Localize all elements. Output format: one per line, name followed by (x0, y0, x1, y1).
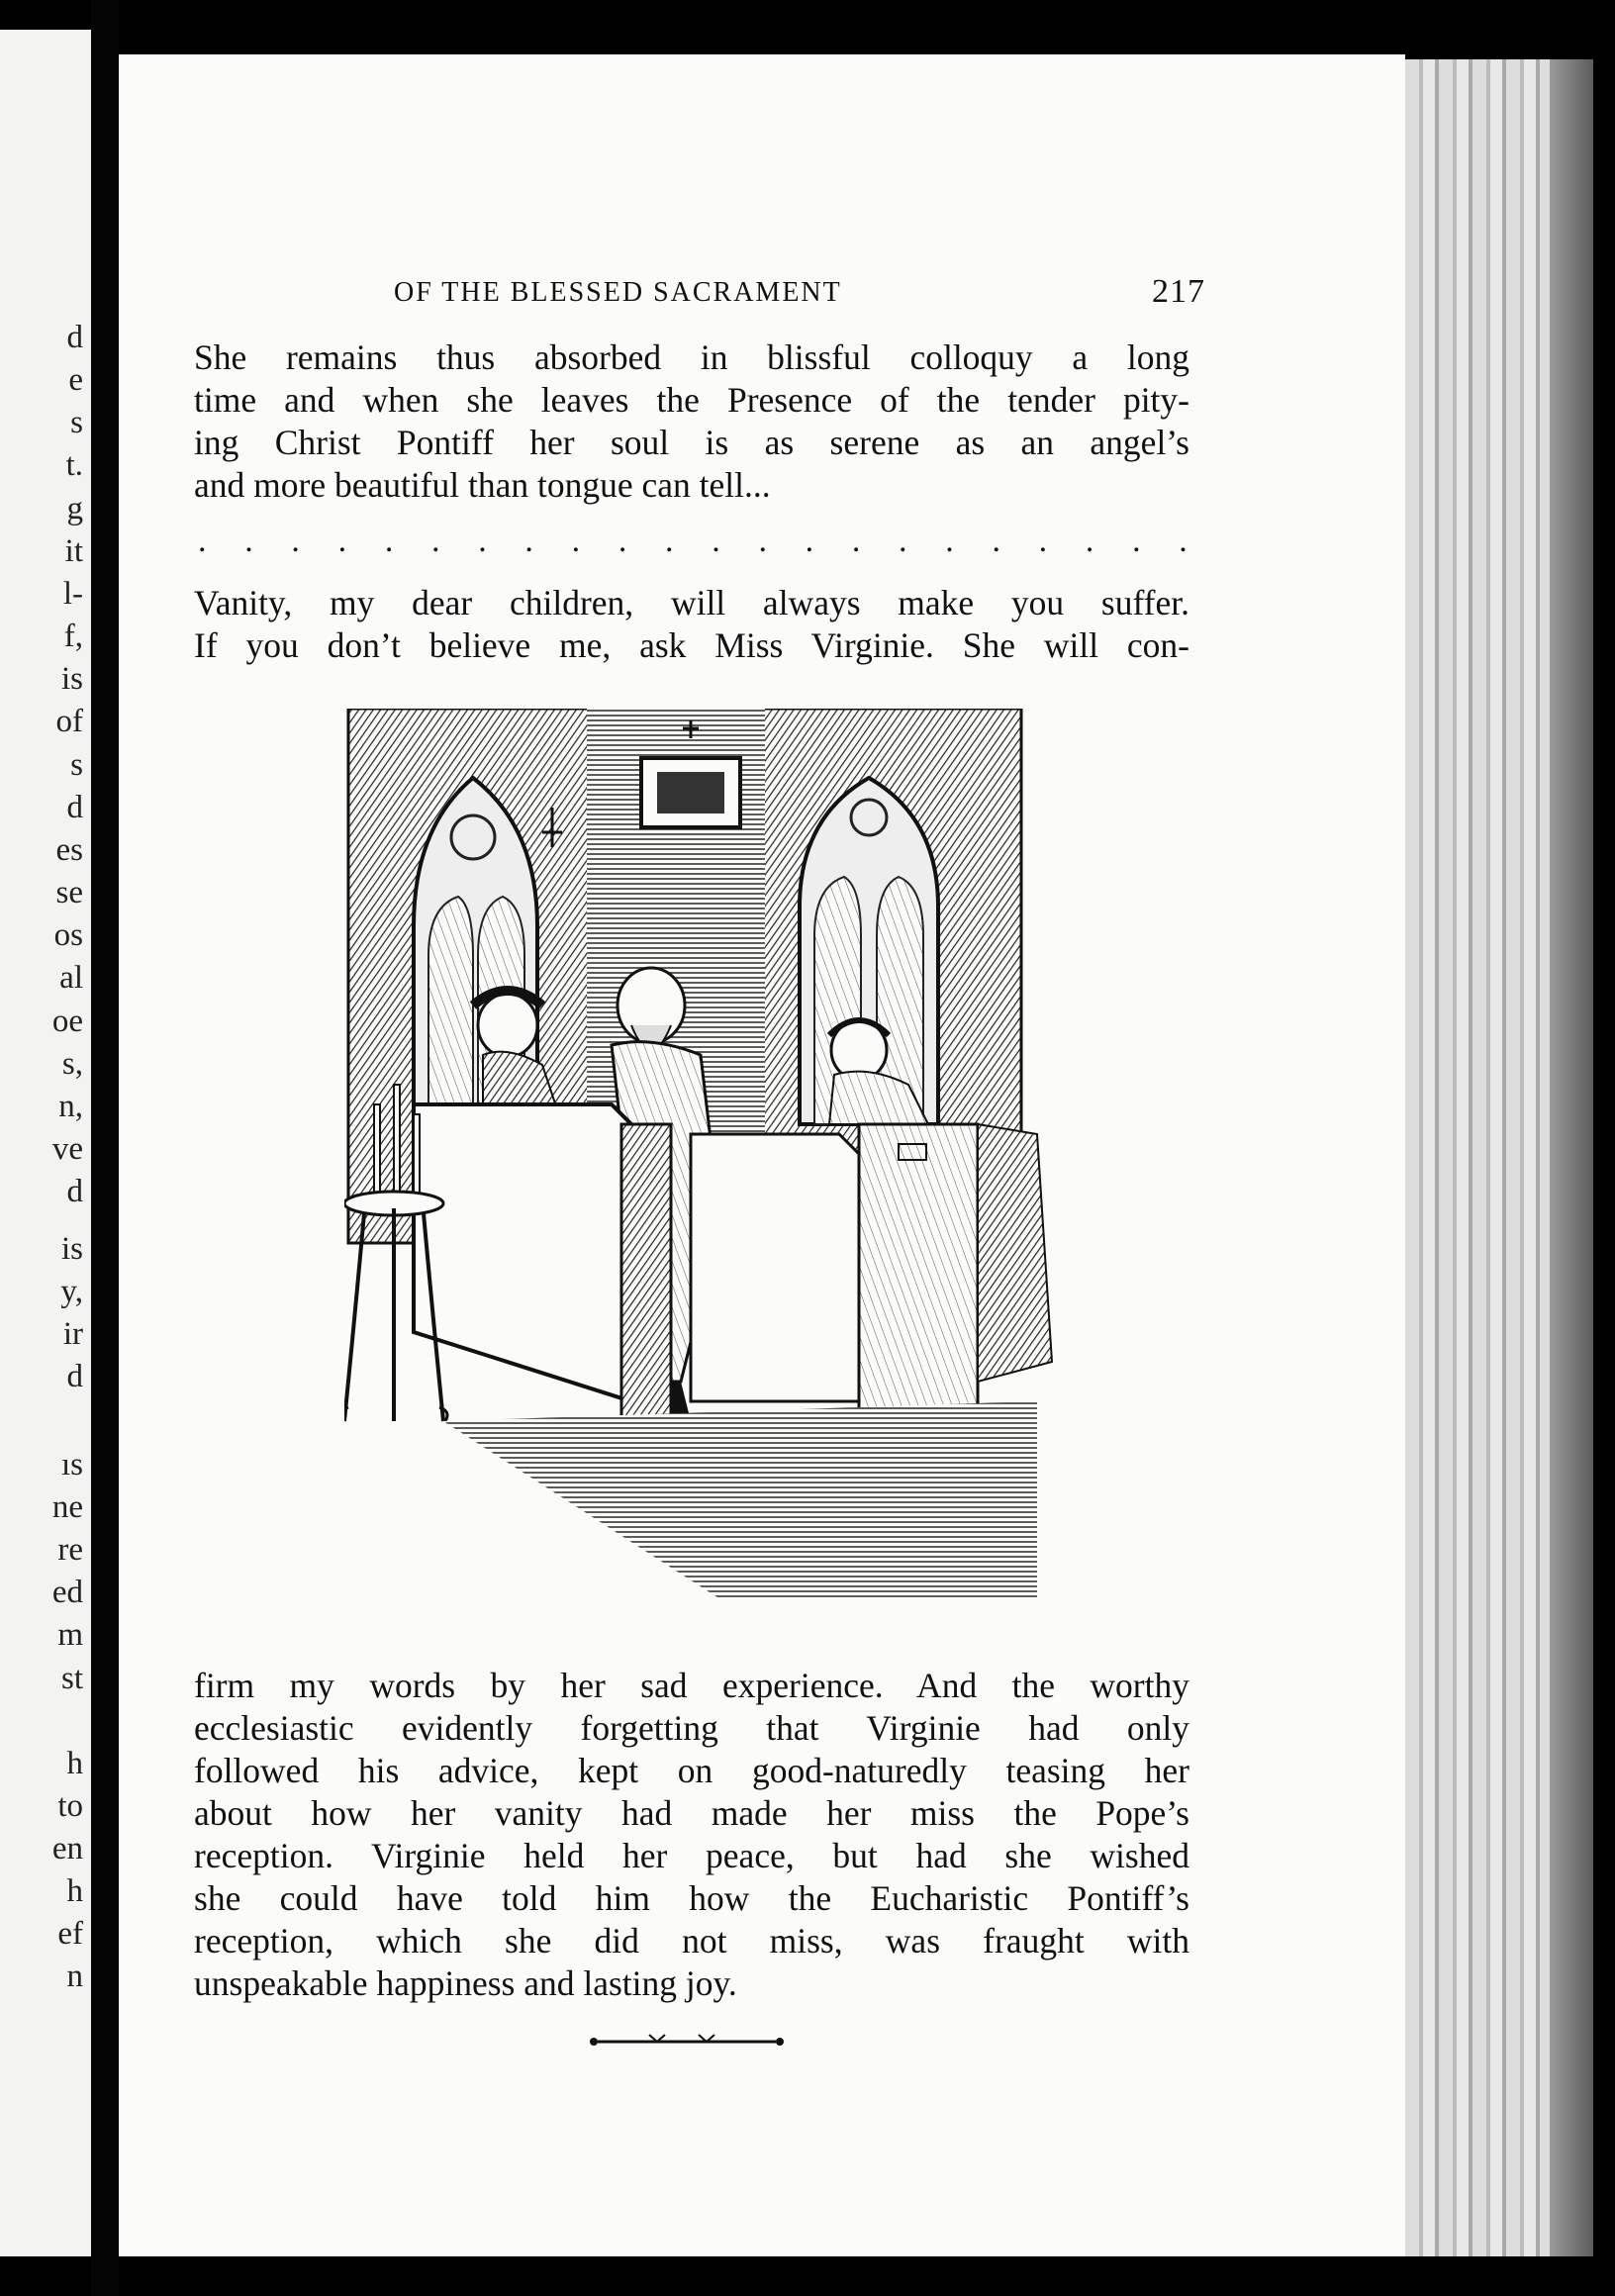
divider-dot: . (992, 523, 1000, 559)
tailpiece-ornament (590, 2031, 784, 2053)
floor-shading (443, 1401, 1037, 1599)
divider-dot: . (571, 523, 581, 559)
facing-page-text-fragment: se (55, 875, 83, 910)
pew-middle (691, 1134, 859, 1401)
facing-page-text-fragment: re (57, 1532, 83, 1568)
facing-page-text-fragment: it (64, 533, 83, 569)
facing-page-text-fragment: l- (62, 576, 83, 612)
facing-page-text-fragment: is (60, 661, 83, 697)
divider-dot: . (851, 523, 861, 559)
facing-page-text-fragment: es (55, 832, 83, 868)
divider-dot: . (337, 523, 347, 559)
divider-dot: . (291, 523, 300, 559)
divider-dot: . (1085, 523, 1094, 559)
book-gutter (91, 0, 119, 2296)
facing-page-text-fragment: e (68, 362, 83, 398)
running-head-title: OF THE BLESSED SACRAMENT (394, 277, 842, 308)
text-line: ing Christ Pontiff her soul is as serene as an angel’s (194, 423, 1189, 462)
divider-dot: . (665, 523, 674, 559)
facing-page-text-fragment: g (66, 491, 83, 526)
facing-page-text-fragment: to (57, 1788, 83, 1824)
facing-page-text-fragment: ıs (60, 1447, 83, 1483)
facing-page-text-fragment: ed (51, 1575, 83, 1610)
text-line: reception. Virginie held her peace, but had she wished (194, 1836, 1189, 1875)
text-line: firm my words by her sad experience. And the worthy (194, 1666, 1189, 1705)
facing-page-text-fragment: en (51, 1831, 83, 1866)
facing-page-text-fragment: ve (51, 1131, 83, 1167)
facing-page-text-fragment: st (60, 1661, 83, 1696)
text-line: She remains thus absorbed in blissful colloquy a long (194, 337, 1189, 377)
facing-page-text-fragment: f, (63, 619, 83, 654)
divider-dot: . (1132, 523, 1141, 559)
facing-page-text-fragment: of (55, 704, 83, 739)
facing-page-text-fragment: t. (65, 447, 83, 483)
divider-dot: . (712, 523, 720, 559)
facing-page-text-fragment: y, (60, 1274, 83, 1309)
facing-page-text-fragment: h (66, 1873, 83, 1909)
facing-page-text-fragment: d (66, 790, 83, 825)
facing-page-text-fragment: s (70, 747, 83, 783)
divider-dot: . (805, 523, 814, 559)
divider-dot: . (899, 523, 907, 559)
facing-page-text-fragment: n, (58, 1089, 83, 1124)
facing-page (0, 30, 91, 2256)
facing-page-text-fragment: ne (51, 1489, 83, 1525)
divider-dot: . (758, 523, 767, 559)
paragraph-2 (194, 582, 1189, 667)
page-number: 217 (1152, 273, 1205, 310)
text-line: and more beautiful than tongue can tell... (194, 465, 771, 505)
page-edges (1405, 59, 1593, 2256)
text-line: followed his advice, kept on good-naturedly teasing her (194, 1751, 1189, 1790)
facing-page-text-fragment: n (66, 1959, 83, 1994)
paragraph-3 (194, 1665, 1189, 2005)
divider-dot: . (618, 523, 627, 559)
divider-dot: . (1179, 523, 1188, 559)
divider-dot: . (244, 523, 253, 559)
facing-page-text-fragment: al (59, 960, 83, 996)
facing-page-text-fragment: os (53, 917, 83, 953)
text-line: about how her vanity had made her miss the Pope’s (194, 1793, 1189, 1833)
text-line: ecclesiastic evidently forgetting that Virginie had only (194, 1708, 1189, 1748)
facing-page-text-fragment: s (70, 405, 83, 440)
text-line: reception, which she did not miss, was fraught with (194, 1921, 1189, 1961)
engraving-illustration (344, 709, 1063, 1599)
divider-dot: . (384, 523, 394, 559)
paragraph-1 (194, 336, 1189, 507)
facing-page-text-fragment: d (66, 1359, 83, 1394)
divider-dot: . (478, 523, 487, 559)
facing-page-text-fragment: ef (57, 1916, 83, 1952)
facing-page-text-fragment: d (66, 320, 83, 355)
text-line: time and when she leaves the Presence of the tender pity- (194, 380, 1189, 420)
text-line: she could have told him how the Eucharistic Pontiff’s (194, 1878, 1189, 1918)
pew-left (414, 1104, 631, 1401)
facing-page-text-fragment: s, (61, 1046, 83, 1082)
text-line: If you don’t believe me, ask Miss Virginie. She will con- (194, 625, 1189, 665)
divider-dot: . (1038, 523, 1048, 559)
facing-page-text-fragment: ir (62, 1316, 83, 1352)
divider-dot: . (198, 523, 207, 559)
text-line: Vanity, my dear children, will always make you suffer. (194, 583, 1189, 622)
divider-dot: . (524, 523, 533, 559)
pew-right (859, 1124, 978, 1421)
text-line: unspeakable happiness and lasting joy. (194, 1963, 737, 2003)
facing-page-text-fragment: oe (51, 1004, 83, 1039)
ellipsis-divider (198, 523, 1188, 560)
facing-page-text-fragment: d (66, 1174, 83, 1209)
divider-dot: . (945, 523, 954, 559)
facing-page-text-fragment: h (66, 1746, 83, 1781)
divider-dot: . (431, 523, 440, 559)
facing-page-text-fragment: m (57, 1617, 83, 1653)
facing-page-text-fragment: is (60, 1231, 83, 1267)
